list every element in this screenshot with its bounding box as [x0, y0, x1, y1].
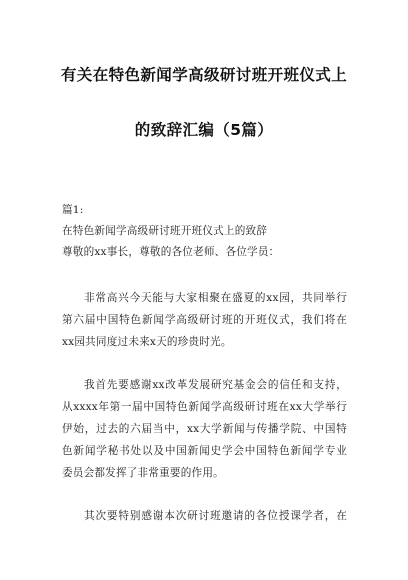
paragraph-2-line-4: 色新闻学秘书处以及中国新闻史学会中国特色新闻学专业: [62, 445, 347, 457]
paragraph-2-line-1: 我首先要感谢xx改革发展研究基金会的信任和支持，: [84, 379, 347, 391]
speech-subtitle: 在特色新闻学高级研讨班开班仪式上的致辞: [62, 225, 268, 237]
document-title-line-2: 的致辞汇编（5篇）: [134, 121, 274, 139]
document-title-line-1: 有关在特色新闻学高级研讨班开班仪式上: [60, 66, 348, 84]
salutation: 尊敬的xx事长，尊敬的各位老师、各位学员：: [62, 246, 280, 258]
paragraph-2-line-5: 委员会都发挥了非常重要的作用。: [62, 467, 224, 479]
paragraph-1-line-3: xx园共同度过未来x天的珍贵时光。: [62, 336, 232, 348]
paragraph-2-line-3: 伊始，过去的六届当中，xx大学新闻与传播学院、中国特: [62, 423, 347, 435]
section-label: 篇1:: [62, 204, 84, 216]
paragraph-1-line-2: 第六届中国特色新闻学高级研讨班的开班仪式，我们将在: [62, 314, 347, 326]
paragraph-2-line-2: 从xxxx年第一届中国特色新闻学高级研讨班在xx大学举行: [62, 401, 347, 413]
paragraph-3-line-1: 其次要特别感谢本次研讨班邀请的各位授课学者，在: [84, 510, 347, 522]
paragraph-1-line-1: 非常高兴今天能与大家相聚在盛夏的xx园，共同举行: [84, 292, 347, 304]
